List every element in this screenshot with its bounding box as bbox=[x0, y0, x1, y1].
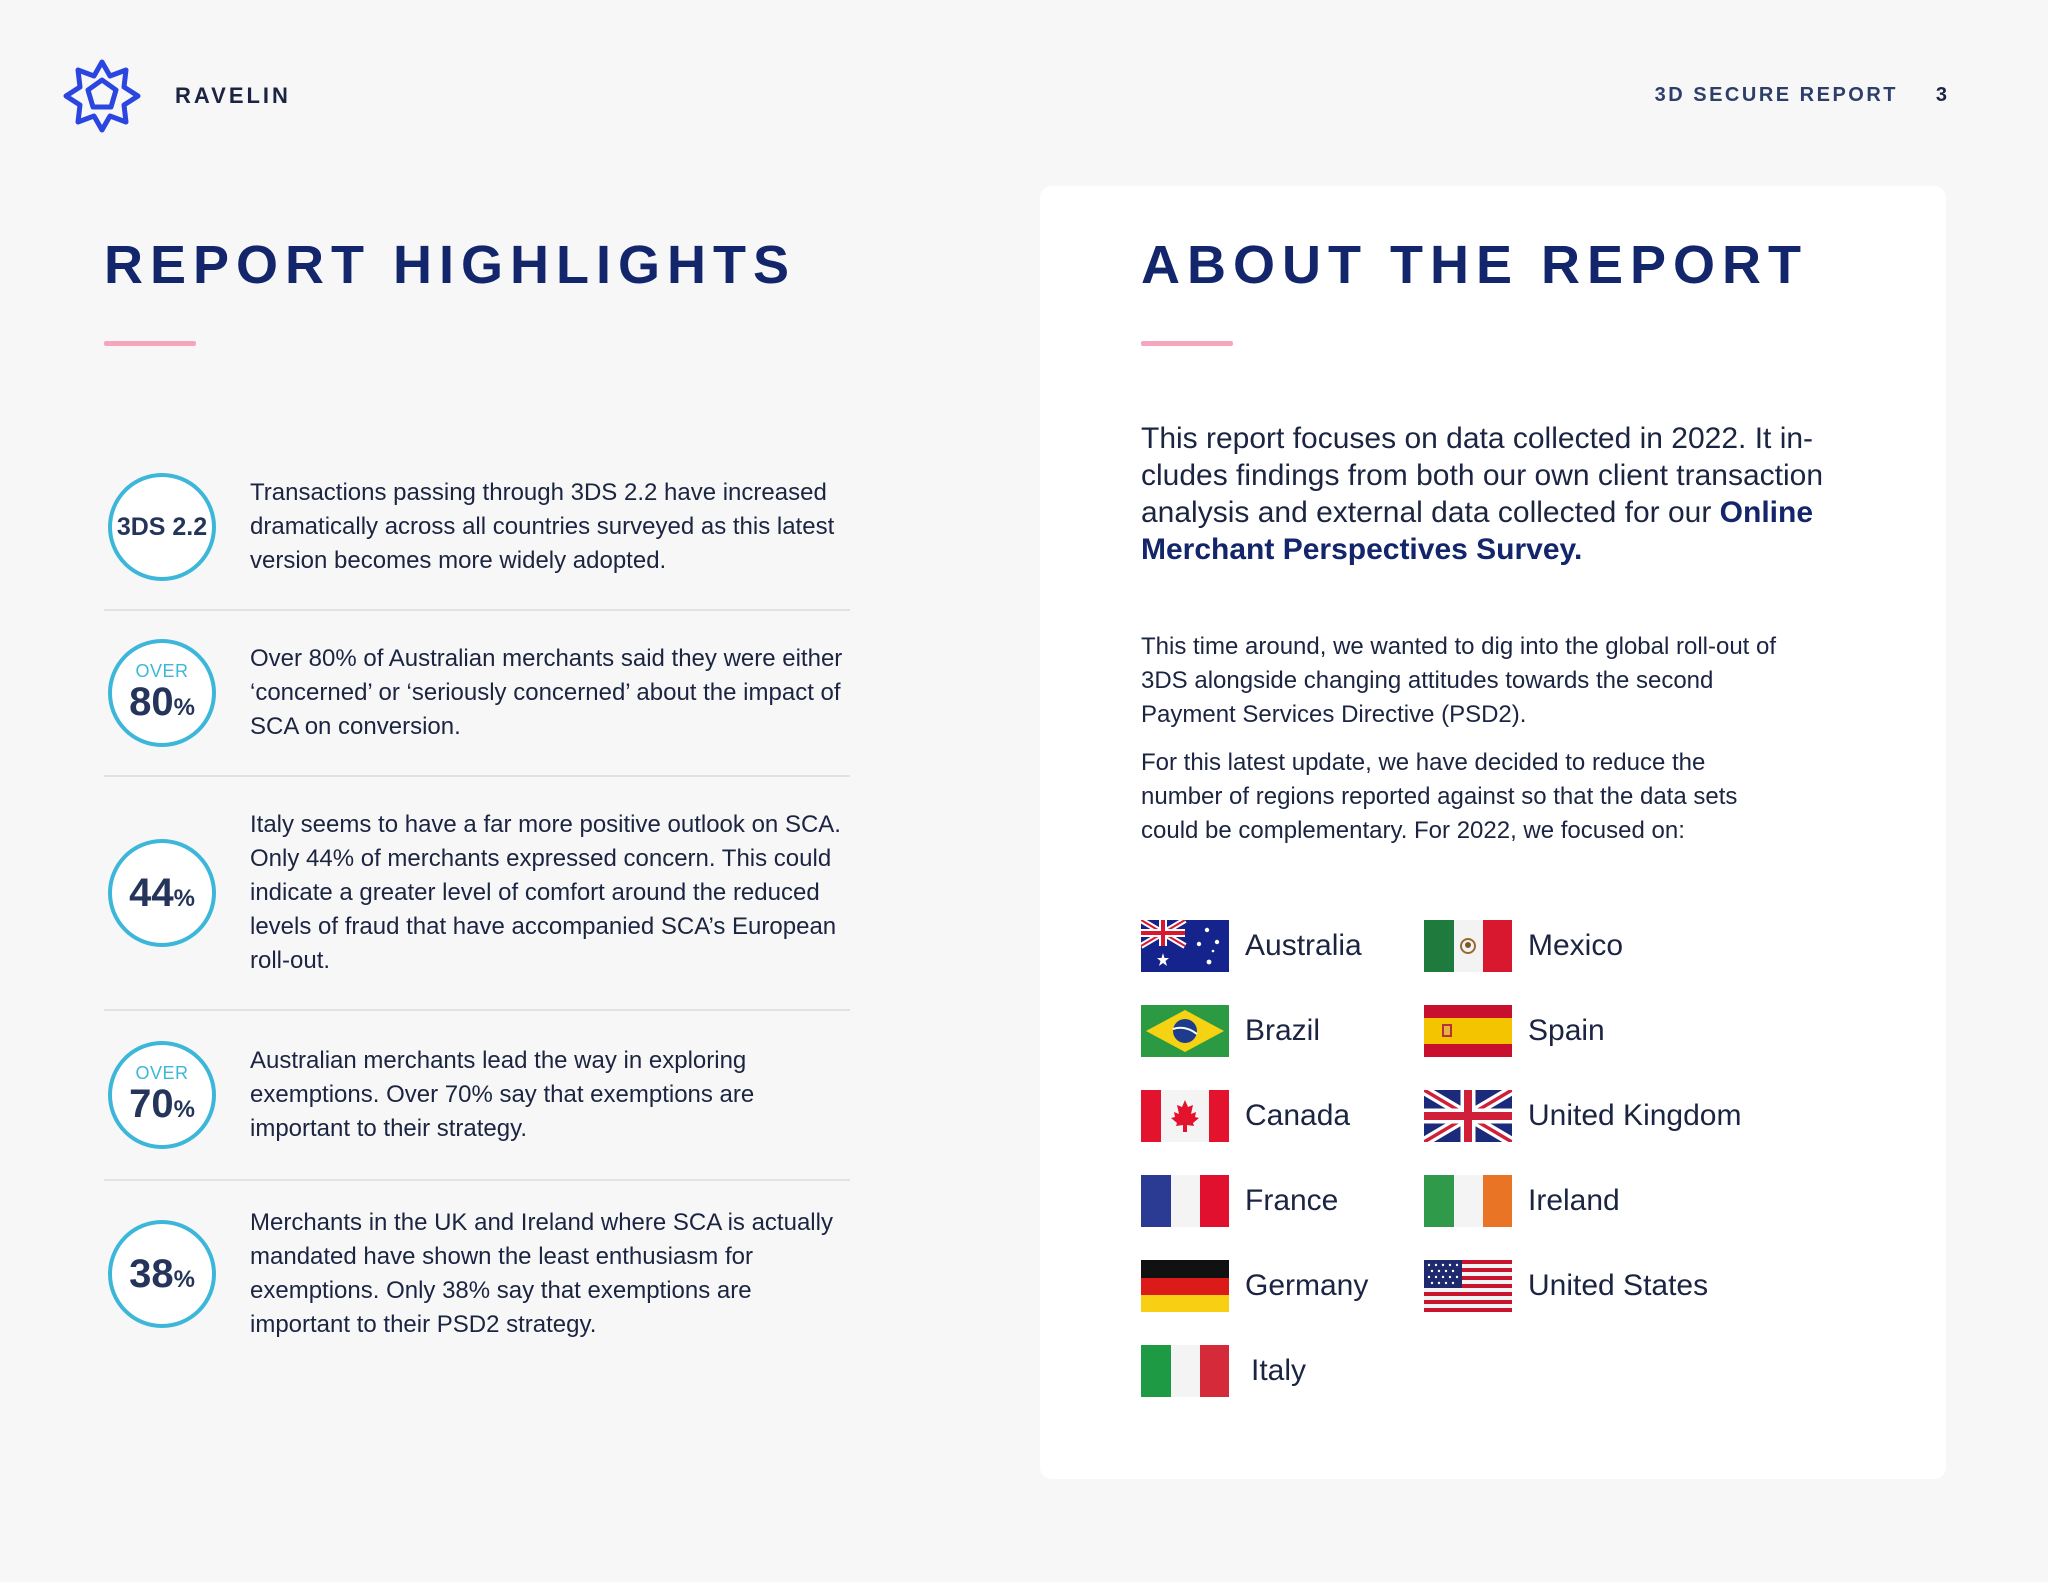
country-item-italy bbox=[1141, 1328, 1424, 1413]
highlights-title: REPORT HIGHLIGHTS bbox=[104, 235, 797, 295]
country-name: United Kingdom bbox=[1528, 1098, 1742, 1132]
stat-circle bbox=[108, 1220, 216, 1328]
stat-circle bbox=[108, 1041, 216, 1149]
highlight-text: Merchants in the UK and Ireland where SCA is actually mandated have shown the least enthusiasm for exemptions. Only 38% say that exemptions are important to their PSD2 strategy. bbox=[250, 1209, 833, 1338]
about-report-card bbox=[1040, 186, 1946, 1479]
country-item-australia bbox=[1141, 903, 1424, 988]
france-flag-icon bbox=[1141, 1175, 1229, 1227]
about-intro bbox=[1141, 420, 1861, 568]
country-item-brazil bbox=[1141, 988, 1424, 1073]
country-name: Germany bbox=[1245, 1268, 1369, 1302]
country-name: Ireland bbox=[1528, 1183, 1620, 1217]
highlight-item bbox=[104, 445, 850, 611]
about-intro-text: This report focuses on data collected in 2022. It in-cludes findings from both our own client transaction analysis and external data collected for our bbox=[1141, 422, 1824, 529]
about-accent-bar bbox=[1141, 341, 1233, 346]
report-highlights-section bbox=[104, 230, 850, 1367]
australia-flag-icon bbox=[1141, 920, 1229, 972]
country-name: Australia bbox=[1245, 928, 1362, 962]
stat-percent: % bbox=[173, 1096, 195, 1123]
highlight-text: Italy seems to have a far more positive outlook on SCA. Only 44% of merchants expressed concern. This could indicate a greater level of comfort around the reduced levels of fraud that have accompanied SCA’s European roll-out. bbox=[250, 811, 841, 974]
country-item-spain bbox=[1424, 988, 1764, 1073]
highlight-text: Over 80% of Australian merchants said they were either ‘concerned’ or ‘seriously concerned’ about the impact of SCA on conversion. bbox=[250, 645, 843, 740]
stat-number: 80 bbox=[129, 680, 174, 724]
canada-flag-icon bbox=[1141, 1090, 1229, 1142]
germany-flag-icon bbox=[1141, 1260, 1229, 1312]
italy-flag-icon bbox=[1141, 1345, 1229, 1397]
highlights-accent-bar bbox=[104, 341, 196, 346]
highlights-list bbox=[104, 445, 850, 1367]
country-item-canada bbox=[1141, 1073, 1424, 1158]
stat-over-label: OVER bbox=[135, 661, 189, 681]
about-title: ABOUT THE REPORT bbox=[1141, 235, 1809, 295]
country-item-united-kingdom bbox=[1424, 1073, 1764, 1158]
stat-circle bbox=[108, 473, 216, 581]
highlight-item bbox=[104, 777, 850, 1011]
united-states-flag-icon bbox=[1424, 1260, 1512, 1312]
united-kingdom-flag-icon bbox=[1424, 1090, 1512, 1142]
stat-tag: 3DS 2.2 bbox=[116, 512, 208, 541]
stat-number: 44 bbox=[129, 871, 174, 915]
stat-percent: % bbox=[173, 694, 195, 721]
page-number: 3 bbox=[1935, 84, 1947, 106]
stat-number: 38 bbox=[129, 1252, 174, 1296]
survey-link[interactable]: Online Merchant Perspectives Survey. bbox=[1141, 496, 1814, 566]
stat-number: 70 bbox=[129, 1082, 174, 1126]
mexico-flag-icon bbox=[1424, 920, 1512, 972]
highlight-item bbox=[104, 1011, 850, 1181]
country-name: Canada bbox=[1245, 1098, 1351, 1132]
country-name: Italy bbox=[1251, 1353, 1307, 1387]
about-paragraph-1: This time around, we wanted to dig into the global roll-out of 3DS alongside changing attitudes towards the second Payment Services Directive (PSD2). bbox=[1141, 633, 1777, 728]
country-item-ireland bbox=[1424, 1158, 1764, 1243]
highlight-text: Transactions passing through 3DS 2.2 have increased dramatically across all countries surveyed as this latest version becomes more widely adopted. bbox=[250, 479, 835, 574]
country-list bbox=[1141, 903, 1861, 1413]
stat-circle bbox=[108, 639, 216, 747]
country-name: Spain bbox=[1528, 1013, 1605, 1047]
stat-over-label: OVER bbox=[135, 1063, 189, 1083]
highlight-item bbox=[104, 1181, 850, 1367]
country-item-united-states bbox=[1424, 1243, 1764, 1328]
country-item-germany bbox=[1141, 1243, 1424, 1328]
country-name: Mexico bbox=[1528, 928, 1624, 962]
highlight-item bbox=[104, 611, 850, 777]
country-item-mexico bbox=[1424, 903, 1764, 988]
ravelin-star-logo-icon bbox=[62, 56, 142, 136]
country-name: France bbox=[1245, 1183, 1339, 1217]
brazil-flag-icon bbox=[1141, 1005, 1229, 1057]
stat-percent: % bbox=[173, 1266, 195, 1293]
ireland-flag-icon bbox=[1424, 1175, 1512, 1227]
country-name: Brazil bbox=[1245, 1013, 1321, 1047]
highlight-text: Australian merchants lead the way in exploring exemptions. Over 70% say that exemptions are important to their strategy. bbox=[250, 1047, 755, 1142]
stat-percent: % bbox=[173, 885, 195, 912]
country-item-france bbox=[1141, 1158, 1424, 1243]
country-name: United States bbox=[1528, 1268, 1709, 1302]
spain-flag-icon bbox=[1424, 1005, 1512, 1057]
stat-circle bbox=[108, 839, 216, 947]
brand-name: RAVELIN bbox=[175, 83, 291, 108]
about-paragraph-2: For this latest update, we have decided to reduce the number of regions reported against so that the data sets could be complementary. For 2022, we focused on: bbox=[1141, 749, 1738, 844]
report-label: 3D SECURE REPORT bbox=[1654, 84, 1898, 106]
